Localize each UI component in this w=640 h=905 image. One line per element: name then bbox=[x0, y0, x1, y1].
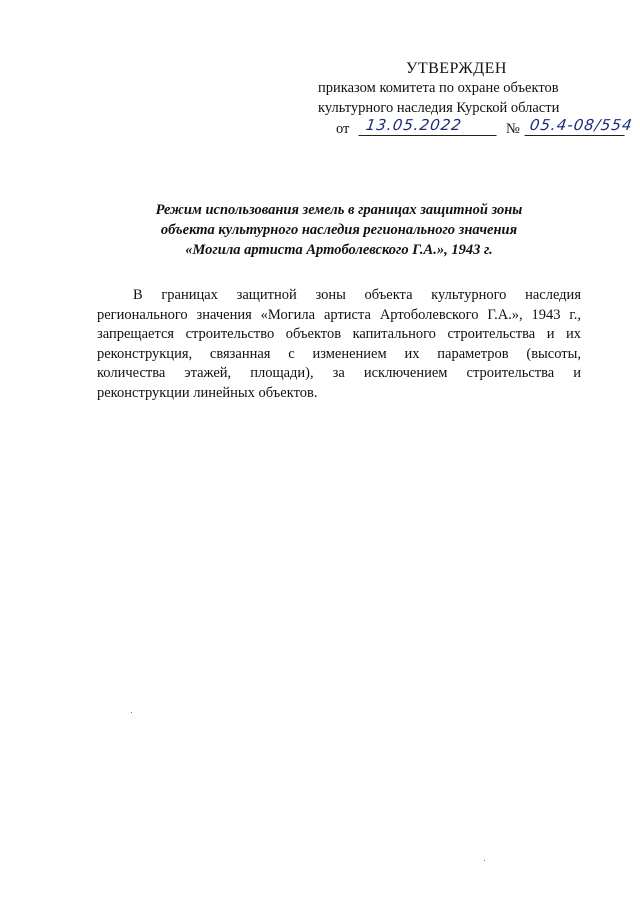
body-line: количества этажей, площади), за исключением строительства и bbox=[97, 365, 581, 381]
scan-speck bbox=[484, 860, 485, 861]
body-line: В границах защитной зоны объекта культурного наследия bbox=[133, 287, 581, 303]
scan-speck bbox=[131, 712, 132, 713]
number-label: № bbox=[506, 121, 520, 137]
document-heading bbox=[100, 200, 578, 260]
body-line: запрещается строительство объектов капитального строительства и их bbox=[97, 326, 581, 342]
heading-line-3: «Могила артиста Артоболевского Г.А.», 1943 г. bbox=[185, 242, 493, 258]
date-label: от bbox=[336, 121, 350, 137]
body-paragraph bbox=[97, 286, 581, 403]
body-line: реконструкции линейных объектов. bbox=[97, 384, 318, 401]
approval-title: УТВЕРЖДЕН bbox=[406, 60, 507, 77]
heading-line-1: Режим использования земель в границах защитной зоны bbox=[155, 202, 523, 218]
handwritten-order-number: 05.4-08/554 bbox=[524, 114, 627, 136]
approval-date-number-line bbox=[336, 114, 634, 140]
body-line: реконструкция, связанная с изменением их параметров (высоты, bbox=[97, 345, 581, 362]
approval-line-2: культурного наследия Курской области bbox=[318, 100, 560, 116]
approval-line-1: приказом комитета по охране объектов bbox=[318, 80, 559, 96]
heading-line-2: объекта культурного наследия регионального значения bbox=[160, 222, 518, 238]
handwritten-date: 13.05.2022 bbox=[358, 114, 499, 136]
body-line: регионального значения «Могила артиста Артоболевского Г.А.», 1943 г., bbox=[97, 306, 581, 323]
